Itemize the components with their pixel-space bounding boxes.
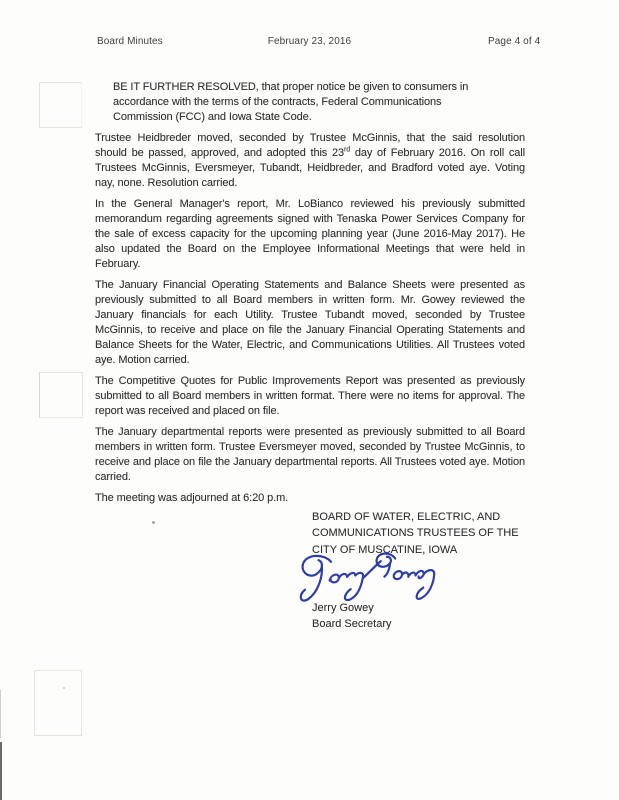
paragraph-financial-statements: The January Financial Operating Statements and Balance Sheets were presented as previously submitted to all Board members in written form. Mr. Gowey reviewed the January financials for each Utility. Trustee Tubandt moved, seconded by Trustee McGinnis, to receive and place on file the January Financial Operating Statements and Balance Sheets for the Water, Electric, and Communications Utilities. All Trustees voted aye. Motion carried. <box>95 279 525 366</box>
org-name-line-3: CITY OF MUSCATINE, IOWA <box>312 543 458 556</box>
org-name-line-2: COMMUNICATIONS TRUSTEES OF THE <box>312 527 519 540</box>
signer-title: Board Secretary <box>312 618 392 630</box>
motion-adoption-text-cont: day of February 2016. On roll call Trustees McGinnis, Eversmeyer, Tubandt, Heidbreder, and Bradford voted aye. Voting nay, none. Resolution carried. <box>95 147 525 189</box>
scan-artifact-box <box>39 82 82 128</box>
paragraph-adjournment: The meeting was adjourned at 6:20 p.m. <box>95 492 289 504</box>
handwritten-signature <box>293 546 451 607</box>
ordinal-superscript: rd <box>344 146 351 154</box>
scan-artifact-box <box>34 670 82 736</box>
paragraph-competitive-quotes: The Competitive Quotes for Public Improvements Report was presented as previously submitted to all Board members in written format. There were no items for approval. The report was received and placed on file. <box>95 375 525 417</box>
scan-artifact-speck <box>63 687 65 689</box>
header-date: February 23, 2016 <box>267 36 352 47</box>
motion-adoption-text: Trustee Heidbreder moved, seconded by Trustee McGinnis, that the said resolution should be passed, approved, and adopted this 23 <box>95 132 525 159</box>
paragraph-resolution-clause: BE IT FURTHER RESOLVED, that proper notice be given to consumers in accordance with the terms of the contracts, Federal Communications Commission (FCC) and Iowa State Code. <box>113 81 469 123</box>
signature-ink <box>299 552 435 603</box>
paragraph-motion-adoption <box>95 131 525 191</box>
scan-artifact-edge-line <box>0 690 1 738</box>
org-name-line-1: BOARD OF WATER, ELECTRIC, AND <box>312 511 501 523</box>
scan-artifact-speck <box>152 521 155 524</box>
header-doc-title: Board Minutes <box>97 36 163 47</box>
paragraph-general-manager-report: In the General Manager's report, Mr. LoBianco reviewed his previously submitted memorandum regarding agreements signed with Tenaska Power Services Company for the sale of excess capacity for the upcoming planning year (June 2016-May 2017). He also updated the Board on the Employee Informational Meetings that were held in February. <box>95 198 525 270</box>
signer-name: Jerry Gowey <box>312 602 374 614</box>
document-body <box>95 80 525 512</box>
scan-artifact-edge-line <box>0 742 2 800</box>
scan-artifact-box <box>39 372 83 418</box>
header-page-number: Page 4 of 4 <box>488 36 541 47</box>
paragraph-departmental-reports: The January departmental reports were presented as previously submitted to all Board members in written form. Trustee Eversmeyer moved, seconded by Trustee McGinnis, to receive and place on file the January departmental reports. All Trustees voted aye. Motion carried. <box>95 426 525 483</box>
signature-block <box>312 509 562 630</box>
